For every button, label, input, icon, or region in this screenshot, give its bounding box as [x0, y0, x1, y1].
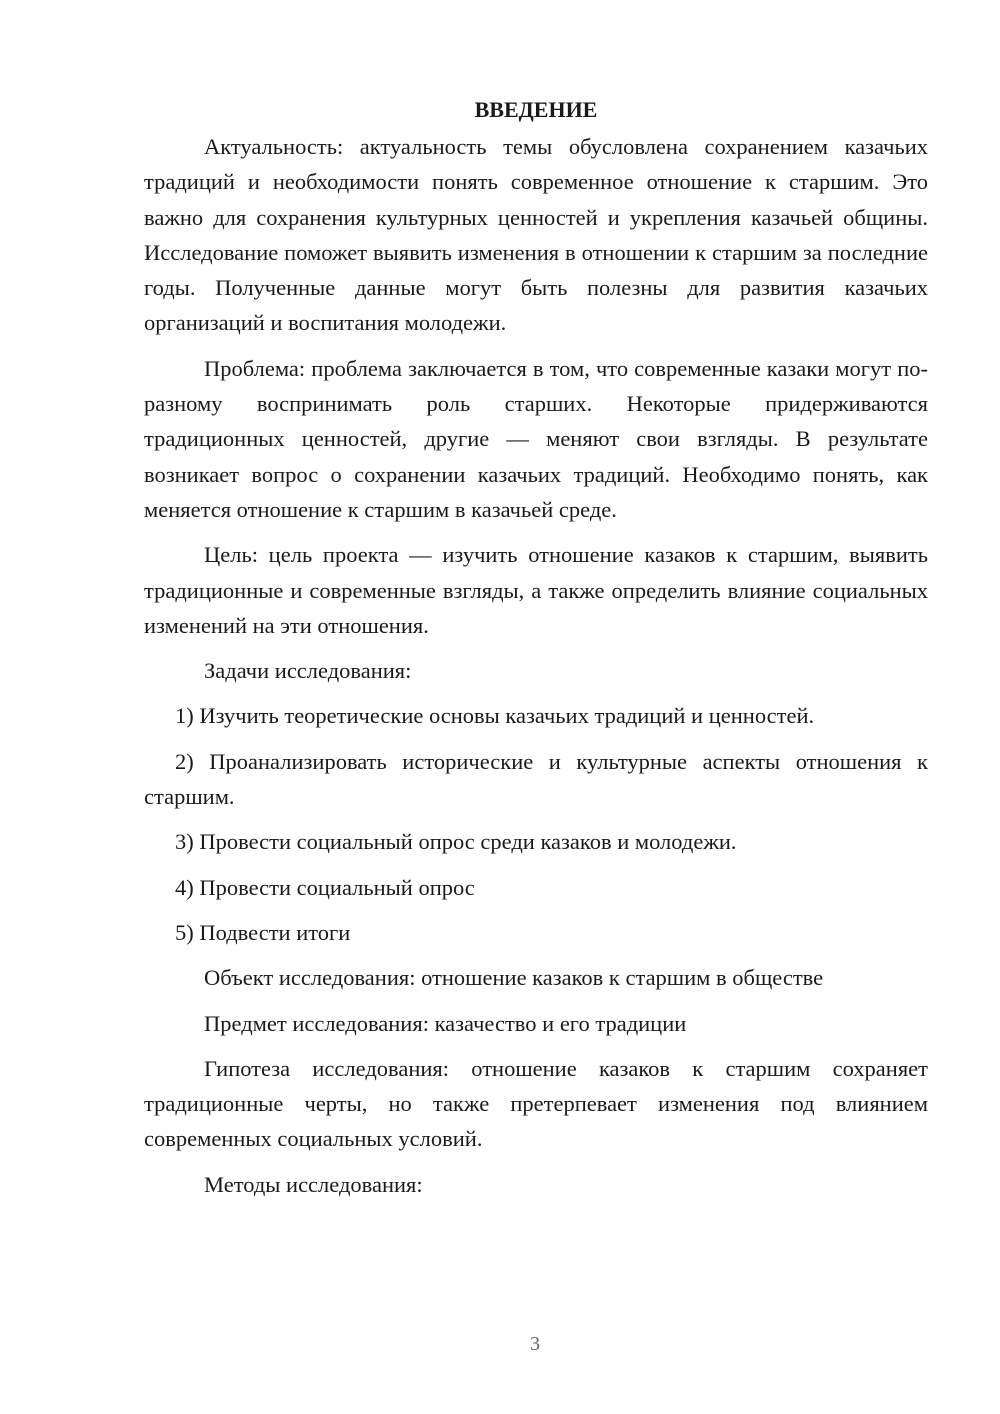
relevance-paragraph: Актуальность: актуальность темы обусловлена сохранением казачьих традиций и необходимости понять современное отношение к старшим. Это важно для сохранения культурных ценностей и укрепления казачьей общины. Исследование поможет выявить изменения в отношении к старшим за последние годы. Полученные данные могут быть полезны для развития казачьих организаций и воспитания молодежи. — [144, 134, 928, 336]
task-item-5: 5) Подвести итоги — [175, 919, 351, 945]
task-item-2: 2) Проанализировать исторические и культурные аспекты отношения к старшим. — [144, 748, 928, 810]
methods-title: Методы исследования: — [204, 1171, 423, 1197]
tasks-title: Задачи исследования: — [204, 658, 412, 684]
page-number: 3 — [530, 1333, 540, 1355]
object-paragraph: Объект исследования: отношение казаков к старшим в обществе — [204, 965, 824, 991]
section-heading: ВВЕДЕНИЕ — [474, 97, 598, 122]
task-item-4: 4) Провести социальный опрос — [175, 874, 475, 900]
document-body — [144, 92, 928, 1212]
subject-paragraph: Предмет исследования: казачество и его традиции — [204, 1010, 687, 1036]
task-item-1: 1) Изучить теоретические основы казачьих традиций и ценностей. — [175, 703, 815, 729]
goal-paragraph: Цель: цель проекта — изучить отношение казаков к старшим, выявить традиционные и современные взгляды, а также определить влияние социальных изменений на эти отношения. — [144, 542, 928, 638]
hypothesis-paragraph: Гипотеза исследования: отношение казаков к старшим сохраняет традиционные черты, но также претерпевает изменения под влиянием современных социальных условий. — [144, 1055, 928, 1152]
task-item-3: 3) Провести социальный опрос среди казаков и молодежи. — [175, 829, 737, 855]
problem-paragraph: Проблема: проблема заключается в том, что современные казаки могут по-разному воспринимать роль старших. Некоторые придерживаются традиционных ценностей, другие — меняют свои взгляды. В результате возникает вопрос о сохранении казачьих традиций. Необходимо понять, как меняется отношение к старшим в казачьей среде. — [144, 355, 928, 522]
